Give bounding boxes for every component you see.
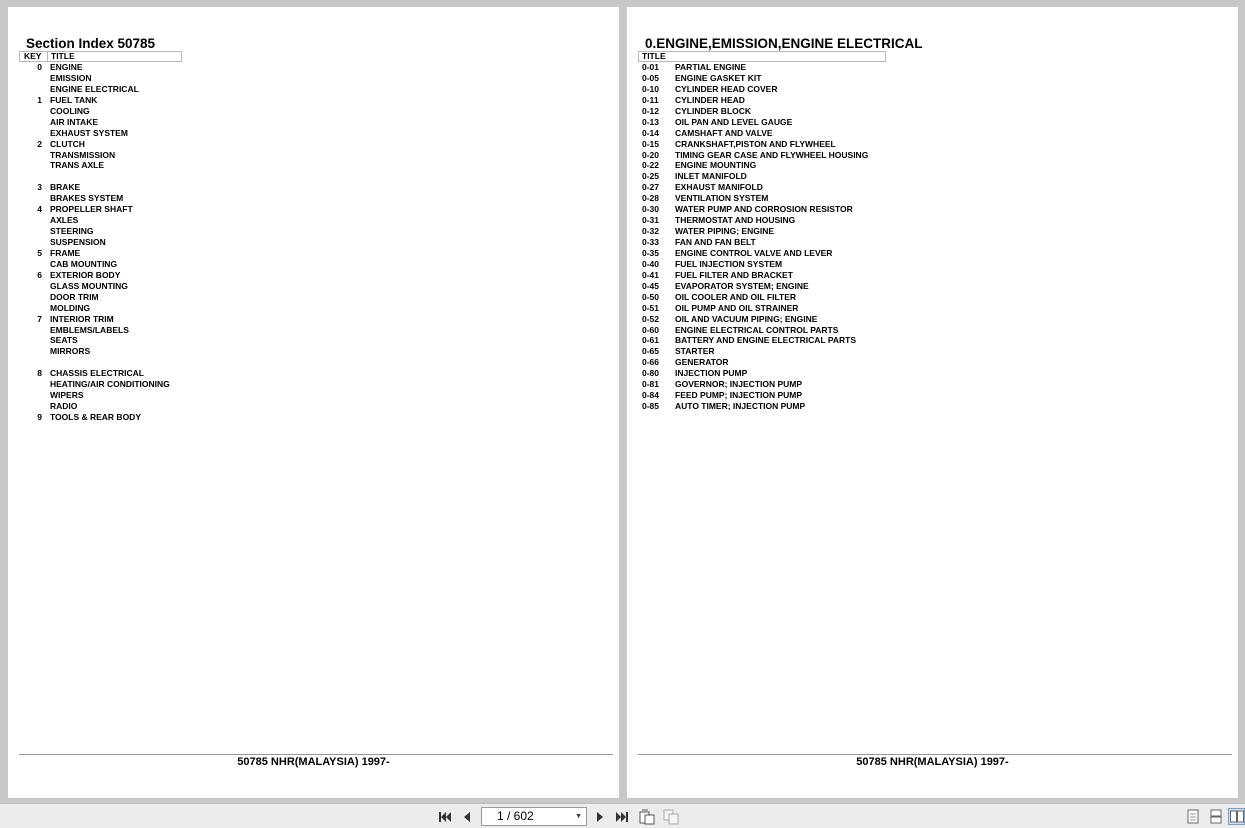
section-title: EXHAUST SYSTEM — [50, 127, 128, 138]
group-title: OIL PAN AND LEVEL GAUGE — [675, 116, 793, 127]
group-code: 0-61 — [642, 335, 660, 346]
list-item[interactable] — [627, 259, 1238, 270]
section-title: TRANS AXLE — [50, 160, 104, 171]
group-title: THERMOSTAT AND HOUSING — [675, 215, 796, 226]
next-page-icon[interactable] — [591, 808, 608, 825]
group-title: ENGINE CONTROL VALVE AND LEVER — [675, 247, 833, 258]
group-title: CRANKSHAFT,PISTON AND FLYWHEEL — [675, 138, 836, 149]
list-item[interactable] — [627, 171, 1238, 182]
left-page — [8, 7, 619, 798]
list-item[interactable] — [627, 335, 1238, 346]
list-item[interactable] — [627, 160, 1238, 171]
list-item[interactable] — [8, 171, 619, 182]
section-title: ENGINE — [50, 62, 83, 72]
list-item[interactable] — [627, 204, 1238, 215]
group-code: 0-81 — [642, 379, 660, 390]
list-item[interactable] — [627, 73, 1238, 84]
section-key: 2 — [37, 138, 42, 149]
group-title: EVAPORATOR SYSTEM; ENGINE — [675, 280, 809, 291]
group-code: 0-41 — [642, 269, 660, 280]
group-code: 0-45 — [642, 280, 660, 291]
list-item[interactable] — [627, 84, 1238, 95]
group-title: CYLINDER HEAD — [675, 94, 745, 105]
group-code: 0-33 — [642, 237, 660, 247]
group-code: 0-85 — [642, 401, 660, 412]
group-code: 0-20 — [642, 149, 660, 160]
group-title: ENGINE ELECTRICAL CONTROL PARTS — [675, 324, 839, 335]
group-title: ENGINE GASKET KIT — [675, 72, 762, 83]
group-title: OIL AND VACUUM PIPING; ENGINE — [675, 313, 818, 324]
section-title: CHASSIS ELECTRICAL — [50, 368, 144, 379]
two-page-view-icon[interactable] — [1228, 808, 1245, 825]
group-title: FEED PUMP; INJECTION PUMP — [675, 390, 803, 401]
last-page-icon[interactable] — [613, 808, 630, 825]
list-item[interactable] — [8, 117, 619, 128]
group-code: 0-05 — [642, 72, 660, 83]
section-title: WIPERS — [50, 390, 84, 401]
group-title: INJECTION PUMP — [675, 368, 748, 379]
title-column-header: TITLE — [51, 51, 75, 61]
first-page-icon[interactable] — [436, 808, 453, 825]
list-item[interactable] — [8, 303, 619, 314]
group-code: 0-65 — [642, 346, 660, 357]
group-title: STARTER — [675, 346, 715, 357]
list-item[interactable] — [627, 346, 1238, 357]
group-code: 0-28 — [642, 193, 660, 204]
table-header — [19, 51, 182, 62]
group-list — [627, 62, 1238, 412]
group-code: 0-10 — [642, 83, 660, 94]
list-item[interactable] — [627, 193, 1238, 204]
group-title: WATER PUMP AND CORROSION RESISTOR — [675, 204, 853, 215]
list-item[interactable] — [8, 412, 619, 423]
group-title: EXHAUST MANIFOLD — [675, 182, 763, 193]
list-item[interactable] — [8, 248, 619, 259]
page-number-select[interactable] — [481, 807, 587, 826]
section-key: 9 — [37, 412, 42, 422]
list-item[interactable] — [627, 390, 1238, 401]
rotate-page-icon[interactable] — [638, 808, 655, 825]
group-title: GENERATOR — [675, 357, 729, 368]
section-key: 1 — [37, 94, 42, 105]
group-title: CYLINDER HEAD COVER — [675, 83, 778, 94]
list-item[interactable] — [627, 215, 1238, 226]
group-code: 0-35 — [642, 247, 660, 258]
group-code: 0-50 — [642, 291, 660, 302]
group-title: WATER PIPING; ENGINE — [675, 226, 775, 237]
group-code: 0-40 — [642, 258, 660, 269]
group-title: ENGINE MOUNTING — [675, 160, 757, 171]
section-key: 8 — [37, 368, 42, 379]
group-title: INLET MANIFOLD — [675, 171, 747, 182]
group-title: CAMSHAFT AND VALVE — [675, 127, 773, 138]
section-title: AIR INTAKE — [50, 116, 99, 127]
group-code: 0-01 — [642, 62, 660, 72]
copy-page-icon[interactable] — [662, 808, 679, 825]
page-footer: 50785 NHR(MALAYSIA) 1997- — [237, 756, 390, 768]
prev-page-icon[interactable] — [458, 808, 475, 825]
group-code: 0-52 — [642, 313, 660, 324]
group-title: AUTO TIMER; INJECTION PUMP — [675, 401, 806, 412]
group-code: 0-25 — [642, 171, 660, 182]
group-title: TIMING GEAR CASE AND FLYWHEEL HOUSING — [675, 149, 869, 160]
list-item[interactable] — [8, 325, 619, 336]
list-item[interactable] — [627, 325, 1238, 336]
list-item[interactable] — [8, 281, 619, 292]
list-item[interactable] — [8, 346, 619, 357]
page-indicator: 1 / 602 — [497, 809, 534, 823]
list-item[interactable] — [627, 281, 1238, 292]
section-title: GLASS MOUNTING — [50, 280, 128, 291]
section-title: PROPELLER SHAFT — [50, 204, 133, 215]
list-item[interactable] — [627, 401, 1238, 412]
group-title: OIL PUMP AND OIL STRAINER — [675, 302, 799, 313]
list-item[interactable] — [8, 193, 619, 204]
list-item[interactable] — [8, 84, 619, 95]
list-item[interactable] — [8, 160, 619, 171]
list-item[interactable] — [627, 182, 1238, 193]
section-key: 7 — [37, 313, 42, 324]
section-title: RADIO — [50, 401, 78, 412]
list-item[interactable] — [627, 150, 1238, 161]
list-item[interactable] — [8, 73, 619, 84]
section-title: STEERING — [50, 226, 94, 237]
list-item[interactable] — [627, 292, 1238, 303]
list-item[interactable] — [627, 117, 1238, 128]
section-key: 0 — [37, 62, 42, 72]
section-title: ENGINE ELECTRICAL — [50, 83, 139, 94]
section-title: SUSPENSION — [50, 237, 106, 247]
list-item[interactable] — [8, 215, 619, 226]
list-item[interactable] — [8, 95, 619, 106]
group-title: VENTILATION SYSTEM — [675, 193, 769, 204]
group-title: FUEL FILTER AND BRACKET — [675, 269, 793, 280]
group-title: OIL COOLER AND OIL FILTER — [675, 291, 797, 302]
list-item[interactable] — [627, 106, 1238, 117]
group-code: 0-51 — [642, 302, 660, 313]
section-title: HEATING/AIR CONDITIONING — [50, 379, 170, 390]
list-item[interactable] — [627, 379, 1238, 390]
group-title: BATTERY AND ENGINE ELECTRICAL PARTS — [675, 335, 857, 346]
page-title: 0.ENGINE,EMISSION,ENGINE ELECTRICAL — [645, 36, 923, 51]
section-title: SEATS — [50, 335, 78, 346]
footer-divider — [19, 754, 613, 755]
title-column-header: TITLE — [642, 51, 666, 61]
list-item[interactable] — [627, 95, 1238, 106]
group-title: CYLINDER BLOCK — [675, 105, 752, 116]
group-code: 0-80 — [642, 368, 660, 379]
list-item[interactable] — [8, 335, 619, 346]
section-title: AXLES — [50, 215, 79, 226]
group-title: PARTIAL ENGINE — [675, 62, 746, 72]
list-item[interactable] — [8, 259, 619, 270]
key-column-header: KEY — [24, 51, 42, 61]
list-item[interactable] — [8, 62, 619, 73]
section-key: 6 — [37, 269, 42, 280]
section-key: 4 — [37, 204, 42, 215]
continuous-view-icon[interactable] — [1207, 808, 1224, 825]
list-item[interactable] — [8, 270, 619, 281]
group-code: 0-15 — [642, 138, 660, 149]
list-item[interactable] — [627, 357, 1238, 368]
section-title: BRAKE — [50, 182, 81, 193]
viewer-toolbar — [0, 803, 1245, 828]
section-key: 5 — [37, 247, 42, 258]
section-title: FUEL TANK — [50, 94, 98, 105]
group-title: FUEL INJECTION SYSTEM — [675, 258, 783, 269]
list-item[interactable] — [8, 150, 619, 161]
list-item[interactable] — [627, 226, 1238, 237]
list-item[interactable] — [627, 368, 1238, 379]
list-item[interactable] — [8, 106, 619, 117]
list-item[interactable] — [8, 368, 619, 379]
list-item[interactable] — [8, 139, 619, 150]
footer-divider — [638, 754, 1232, 755]
list-item[interactable] — [627, 314, 1238, 325]
list-item[interactable] — [627, 62, 1238, 73]
list-item[interactable] — [8, 128, 619, 139]
list-item[interactable] — [627, 303, 1238, 314]
table-header — [638, 51, 886, 62]
page-title: Section Index 50785 — [26, 36, 156, 51]
group-code: 0-30 — [642, 204, 660, 215]
group-code: 0-84 — [642, 390, 660, 401]
group-code: 0-32 — [642, 226, 660, 237]
right-page — [627, 7, 1238, 798]
section-title: TRANSMISSION — [50, 149, 116, 160]
list-item[interactable] — [8, 204, 619, 215]
group-code: 0-22 — [642, 160, 660, 171]
group-code: 0-66 — [642, 357, 660, 368]
list-item[interactable] — [627, 139, 1238, 150]
group-code: 0-14 — [642, 127, 660, 138]
list-item[interactable] — [8, 401, 619, 412]
section-title: FRAME — [50, 247, 81, 258]
group-code: 0-31 — [642, 215, 660, 226]
page-footer: 50785 NHR(MALAYSIA) 1997- — [856, 756, 1009, 768]
group-code: 0-12 — [642, 105, 660, 116]
section-title: CLUTCH — [50, 138, 85, 149]
section-title: CAB MOUNTING — [50, 258, 118, 269]
section-key: 3 — [37, 182, 42, 193]
list-item[interactable] — [8, 292, 619, 303]
section-title: EXTERIOR BODY — [50, 269, 121, 280]
group-title: FAN AND FAN BELT — [675, 237, 756, 247]
section-title: TOOLS & REAR BODY — [50, 412, 141, 422]
list-item[interactable] — [8, 226, 619, 237]
section-title: BRAKES SYSTEM — [50, 193, 124, 204]
list-item[interactable] — [8, 390, 619, 401]
list-item[interactable] — [8, 237, 619, 248]
section-title: DOOR TRIM — [50, 291, 99, 302]
section-title: EMISSION — [50, 72, 92, 83]
chevron-down-icon: ▼ — [575, 813, 582, 820]
list-item[interactable] — [8, 314, 619, 325]
section-title: EMBLEMS/LABELS — [50, 324, 129, 335]
list-item[interactable] — [627, 237, 1238, 248]
list-item[interactable] — [627, 248, 1238, 259]
single-page-view-icon[interactable] — [1184, 808, 1201, 825]
list-item[interactable] — [627, 128, 1238, 139]
list-item[interactable] — [8, 357, 619, 368]
section-title: MIRRORS — [50, 346, 91, 357]
group-title: GOVERNOR; INJECTION PUMP — [675, 379, 803, 390]
group-code: 0-60 — [642, 324, 660, 335]
group-code: 0-13 — [642, 116, 660, 127]
section-title: COOLING — [50, 105, 90, 116]
section-index-list — [8, 62, 619, 423]
group-code: 0-11 — [642, 94, 659, 105]
section-title: INTERIOR TRIM — [50, 313, 114, 324]
list-item[interactable] — [8, 379, 619, 390]
list-item[interactable] — [8, 182, 619, 193]
list-item[interactable] — [627, 270, 1238, 281]
section-title: MOLDING — [50, 302, 91, 313]
group-code: 0-27 — [642, 182, 660, 193]
